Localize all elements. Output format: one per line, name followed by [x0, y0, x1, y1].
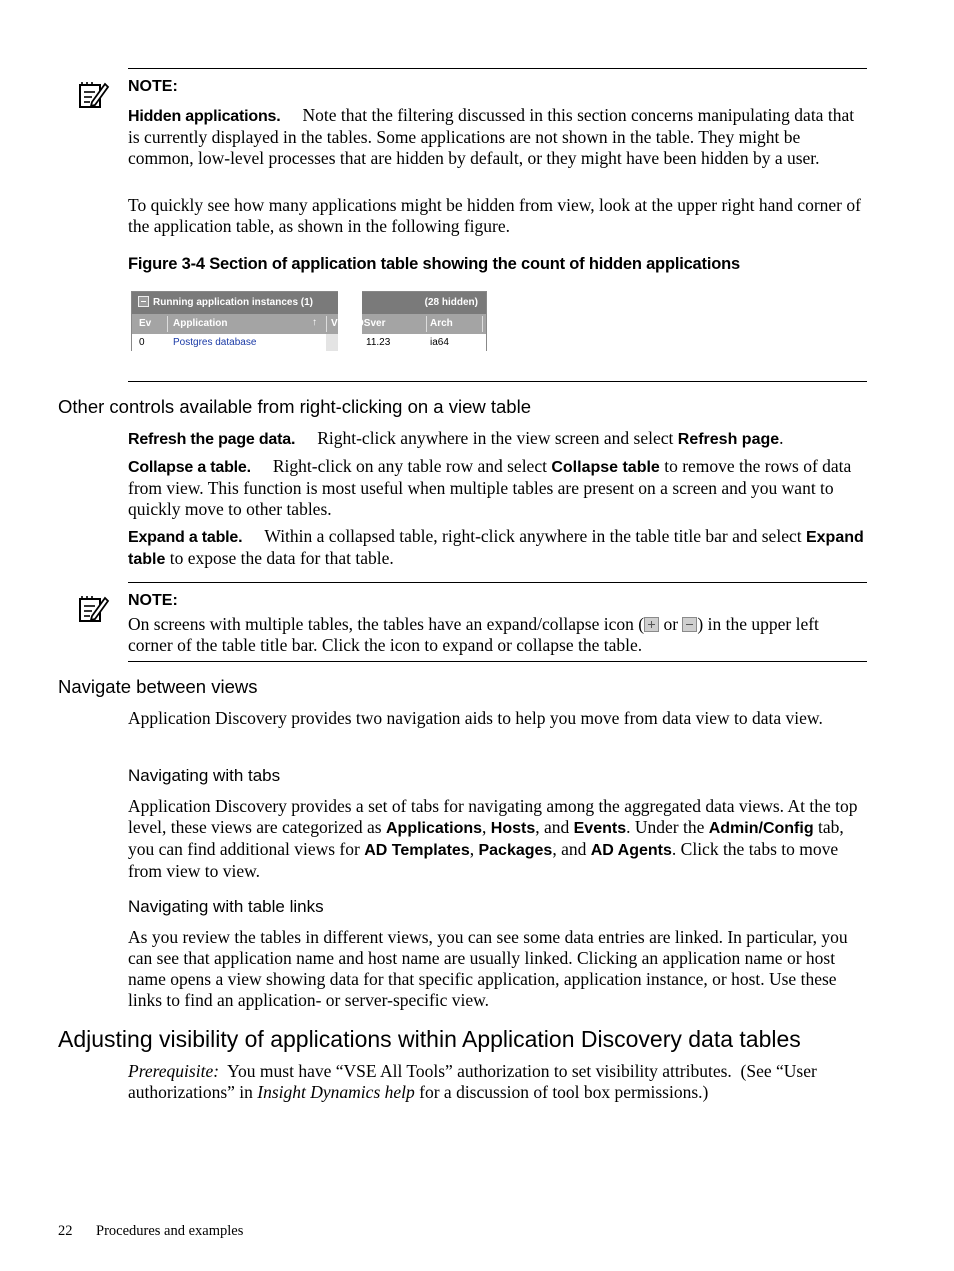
tabs-text: ,: [482, 817, 491, 837]
section-adjusting-heading: Adjusting visibility of applications within Application Discovery data tables: [58, 1026, 801, 1052]
col-arch-header[interactable]: Arch: [430, 318, 453, 329]
cell-osver: 11.23: [366, 337, 391, 348]
cell-application-link[interactable]: Postgres database: [173, 337, 257, 348]
ad-agents-label: AD Agents: [590, 842, 672, 859]
cell-arch: ia64: [430, 337, 449, 348]
page-number: 22: [58, 1223, 73, 1239]
tabs-text: . Click the tabs to move from view to view.: [128, 839, 839, 881]
ad-templates-label: AD Templates: [364, 842, 470, 859]
note2-text-2: ) in the upper left corner of the table title bar. Click the icon to expand or collapse the table.: [128, 614, 819, 655]
refresh-text-end: .: [779, 428, 784, 448]
note1-top-rule: [128, 68, 867, 69]
footer-section-title: Procedures and examples: [96, 1223, 244, 1239]
figure-caption: Figure 3-4 Section of application table showing the count of hidden applications: [128, 255, 740, 273]
admin-config-tab-label: Admin/Config: [708, 820, 814, 837]
cell-ev: 0: [139, 337, 145, 348]
prerequisite-text-end: for a discussion of tool box permissions.): [414, 1082, 709, 1102]
packages-label: Packages: [478, 842, 553, 859]
header-divider: [426, 316, 427, 332]
collapse-icon: [682, 617, 697, 632]
prerequisite-label: Prerequisite:: [128, 1061, 220, 1081]
header-divider: [326, 316, 327, 332]
expand-text: Within a collapsed table, right-click anywhere in the table title bar and select: [264, 526, 806, 546]
refresh-runhead: Refresh the page data.: [128, 431, 296, 448]
collapse-runhead: Collapse a table.: [128, 459, 251, 476]
figure-table-left: [131, 291, 338, 351]
figure-left-header-row: [132, 314, 338, 334]
refresh-paragraph: [128, 428, 867, 450]
tabs-text: , and: [535, 817, 574, 837]
hidden-count[interactable]: (28 hidden): [424, 297, 478, 308]
prerequisite-text: You must have “VSE All Tools” authorization to set visibility attributes. (See “User authorizations” in: [128, 1061, 822, 1102]
insight-dynamics-help-title: Insight Dynamics help: [257, 1082, 415, 1102]
expand-text-end: to expose the data for that table.: [165, 548, 394, 568]
collapse-text-end: to remove the rows of data from view. This function is most useful when multiple tables are present on a screen and you want to quickly move to other tables.: [128, 456, 852, 519]
note2-top-rule: [128, 582, 867, 583]
section-other-controls-heading: Other controls available from right-clicking on a view table: [58, 396, 531, 417]
header-divider: [482, 316, 483, 332]
navigating-tabs-heading: Navigating with tabs: [128, 766, 281, 785]
note2-label: NOTE:: [128, 592, 178, 609]
expand-paragraph: [128, 526, 867, 570]
events-tab-label: Events: [573, 820, 627, 837]
tabs-text: Application Discovery provides a set of tabs for navigating among the aggregated data views. At the top level, these views are categorized as: [128, 796, 858, 837]
note2-text-1: On screens with multiple tables, the tables have an expand/collapse icon (: [128, 614, 645, 634]
figure-right-header-row: [356, 314, 486, 334]
figure-left-title: Running application instances (1): [153, 297, 314, 308]
note2-bottom-rule: [128, 661, 867, 662]
note-pencil-icon: [78, 594, 110, 624]
col-v-header[interactable]: V: [331, 318, 338, 329]
figure-right-title-bar: [362, 292, 486, 314]
collapse-text: Right-click on any table row and select: [272, 456, 552, 476]
expand-table-ui-label: Expand table: [128, 529, 864, 568]
tabs-text: . Under the: [626, 817, 709, 837]
note2-text-or: or: [659, 614, 683, 634]
col-ev-header[interactable]: Ev: [139, 318, 152, 329]
tabs-text: ,: [469, 839, 479, 859]
hosts-tab-label: Hosts: [490, 820, 536, 837]
section-navigate-heading: Navigate between views: [58, 676, 258, 697]
collapse-table-ui-label: Collapse table: [551, 459, 660, 476]
note1-paragraph-2: To quickly see how many applications might be hidden from view, look at the upper right hand corner of the application table, as shown in the following figure.: [128, 195, 861, 236]
prerequisite-paragraph: [128, 1061, 867, 1103]
note1-runhead: Hidden applications.: [128, 108, 281, 125]
note1-paragraph-1: [128, 105, 867, 169]
navigating-links-heading: Navigating with table links: [128, 897, 324, 916]
table-row[interactable]: [132, 334, 338, 351]
figure-table-right: [356, 291, 487, 351]
collapse-paragraph: [128, 456, 867, 520]
table-row[interactable]: [362, 334, 486, 351]
note1-label: NOTE:: [128, 78, 178, 95]
refresh-text: Right-click anywhere in the view screen and select: [317, 428, 678, 448]
expand-runhead: Expand a table.: [128, 529, 243, 546]
note1-bottom-rule: [128, 381, 867, 382]
expand-icon: [644, 617, 659, 632]
collapse-icon[interactable]: [138, 296, 149, 307]
navigating-links-paragraph: As you review the tables in different views, you can see some data entries are linked. In particular, you can see that application name and host name are usually linked. Clicking an application name or host name opens a view showing data for that specific application, application instance, or host. Use these links to find an application- or server-specific view.: [128, 927, 848, 1010]
scroll-gap: [326, 334, 338, 351]
tabs-text: , and: [552, 839, 591, 859]
applications-tab-label: Applications: [386, 820, 483, 837]
col-application-header[interactable]: Application: [173, 318, 228, 329]
figure-left-title-bar: [132, 292, 338, 314]
navigate-intro: Application Discovery provides two navigation aids to help you move from data view to data view.: [128, 708, 823, 728]
navigating-tabs-paragraph: [128, 796, 867, 882]
tabs-text: tab, you can find additional views for: [128, 817, 844, 859]
header-divider: [167, 316, 168, 332]
note2-paragraph: [128, 614, 867, 656]
note1-text-1: Note that the filtering discussed in this section concerns manipulating data that is currently displayed in the tables. Some applications are not shown in the table. They might be common, low-level processes that are hidden by default, or they might have been hidden by a user.: [128, 105, 855, 168]
col-osver-header[interactable]: OSver: [356, 318, 386, 329]
refresh-page-ui-label: Refresh page: [677, 431, 780, 448]
sort-arrow-icon[interactable]: ↑: [312, 317, 317, 328]
note-pencil-icon: [78, 80, 110, 110]
